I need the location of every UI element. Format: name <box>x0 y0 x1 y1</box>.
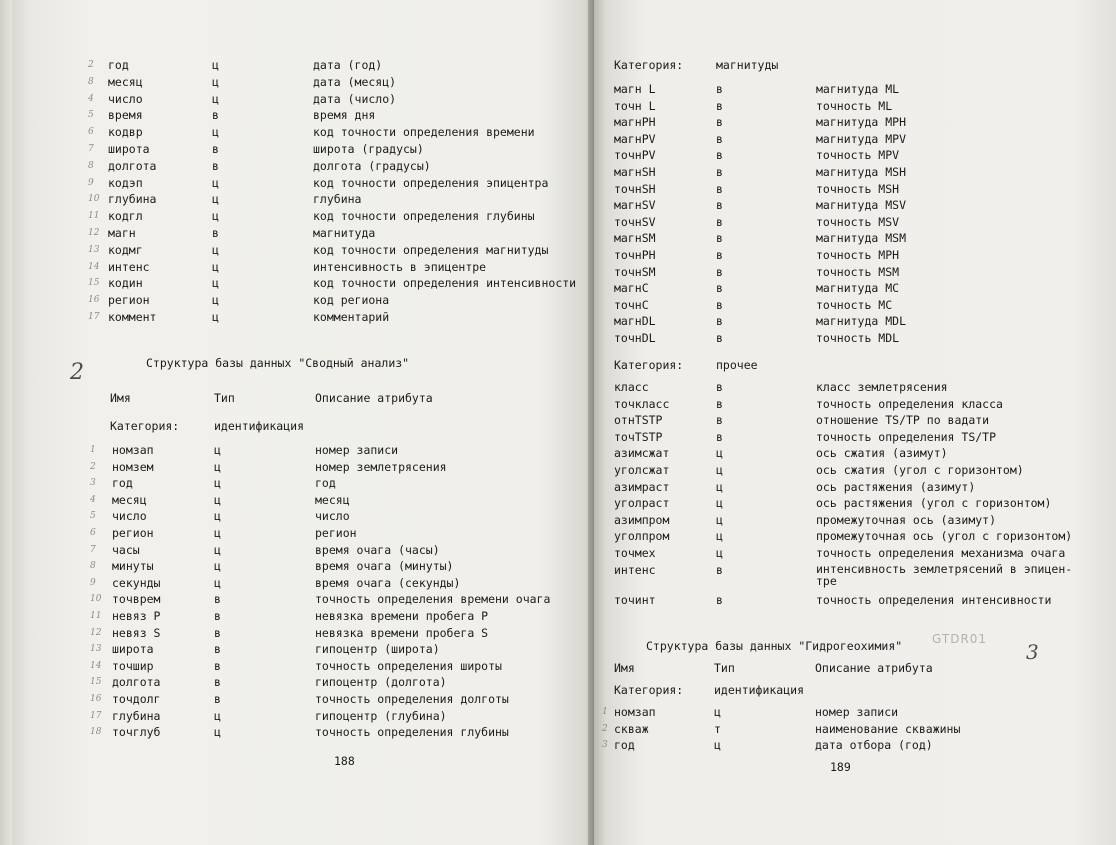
attribute-description: глубина <box>313 192 362 207</box>
attribute-name: магнPH <box>614 115 656 130</box>
handwritten-row-number: 5 <box>90 511 96 522</box>
attribute-name: кодмг <box>108 242 143 257</box>
attribute-description: код точности определения интенсивности <box>313 276 577 291</box>
attribute-type: ц <box>716 496 723 511</box>
attribute-type: в <box>716 98 723 113</box>
attribute-description: широта (градусы) <box>313 142 424 156</box>
attribute-name: точглуб <box>112 725 161 740</box>
attribute-type: в <box>214 609 221 623</box>
attribute-type: в <box>716 562 723 577</box>
attribute-description: промежуточная ось (угол с горизонтом) <box>816 529 1073 544</box>
attribute-description: магнитуда MSM <box>816 231 907 246</box>
attribute-name: точнPH <box>614 248 656 262</box>
attribute-name: уголраст <box>614 496 670 511</box>
attribute-type: в <box>716 165 723 179</box>
attribute-description: ось сжатия (азимут) <box>816 446 948 461</box>
attribute-type: в <box>212 142 219 156</box>
attribute-description: точность MSV <box>816 214 900 229</box>
attribute-name: глубина <box>108 192 157 207</box>
attribute-type: ц <box>214 509 221 524</box>
attribute-type: в <box>716 380 723 394</box>
handwritten-row-number: 3 <box>602 740 608 750</box>
column-header-description: Описание атрибута <box>815 661 933 675</box>
attribute-name: магнSV <box>614 198 656 213</box>
attribute-type: в <box>716 396 723 411</box>
attribute-name: точврем <box>112 592 161 607</box>
attribute-type: в <box>212 226 219 240</box>
attribute-name: номзап <box>614 705 656 719</box>
category-label: Категория: <box>614 358 684 372</box>
attribute-name: год <box>614 738 635 752</box>
attribute-name: точнС <box>614 297 649 312</box>
attribute-type: в <box>716 314 723 329</box>
attribute-description: магнитуда MSH <box>816 165 907 179</box>
handwritten-row-number: 1 <box>602 707 608 717</box>
attribute-type: в <box>716 248 723 262</box>
attribute-name: точнDL <box>614 331 656 345</box>
attribute-description: номер записи <box>815 705 899 719</box>
attribute-description: регион <box>315 526 357 540</box>
attribute-name: кодвр <box>108 125 143 140</box>
attribute-description: номер записи <box>315 443 399 457</box>
attribute-name: точкласс <box>614 396 670 411</box>
attribute-type: ц <box>214 708 221 723</box>
attribute-type: ц <box>212 74 219 89</box>
attribute-type: ц <box>214 526 221 540</box>
column-header-type: Тип <box>714 661 735 675</box>
attribute-description: точность MSM <box>816 264 900 279</box>
attribute-type: в <box>214 592 221 607</box>
handwritten-row-number: 4 <box>88 93 94 104</box>
attribute-type: ц <box>212 259 219 274</box>
attribute-name: глубина <box>112 708 161 723</box>
attribute-name: магн L <box>614 82 656 96</box>
attribute-description: магнитуда MC <box>816 281 900 296</box>
attribute-description: точность MSH <box>816 181 900 196</box>
column-header-name: Имя <box>614 661 635 675</box>
attribute-description: код точности определения времени <box>313 125 535 140</box>
attribute-description: время очага (часы) <box>315 542 440 557</box>
attribute-name: точTSTP <box>614 429 663 444</box>
attribute-description: интенсивность в эпицентре <box>313 259 487 274</box>
attribute-description: код точности определения глубины <box>313 209 535 224</box>
handwritten-row-number: 2 <box>602 723 608 734</box>
attribute-type: ц <box>212 310 219 324</box>
attribute-description: промежуточная ось (азимут) <box>816 512 997 527</box>
attribute-description: точность определения класса <box>816 396 1003 411</box>
attribute-type: ц <box>212 209 219 224</box>
attribute-description: дата (число) <box>313 91 397 106</box>
attribute-description: магнитуда MSV <box>816 198 907 213</box>
attribute-description: время дня <box>313 108 376 123</box>
attribute-description: магнитуда MPH <box>816 115 907 130</box>
handwritten-row-number: 7 <box>88 144 94 154</box>
attribute-description: дата (год) <box>313 58 383 72</box>
attribute-description: комментарий <box>313 310 390 324</box>
attribute-type: в <box>214 642 221 657</box>
attribute-description: ось растяжения (угол с горизонтом) <box>816 496 1052 511</box>
attribute-type: ц <box>214 459 221 474</box>
attribute-type: ц <box>716 512 723 527</box>
attribute-type: в <box>212 158 219 173</box>
handwritten-section-mark: 3 <box>1026 640 1039 664</box>
attribute-description: магнитуда MDL <box>816 314 907 329</box>
category-value: идентификация <box>214 419 305 433</box>
attribute-description: число <box>315 509 350 524</box>
attribute-name: месяц <box>108 74 143 89</box>
attribute-type: ц <box>714 738 721 752</box>
category-value: магнитуды <box>716 58 779 72</box>
handwritten-row-number: 3 <box>90 478 96 489</box>
attribute-type: в <box>716 181 723 196</box>
handwritten-row-number: 13 <box>90 644 102 655</box>
right-page <box>594 0 1116 845</box>
attribute-type: в <box>716 281 723 296</box>
attribute-description: ось растяжения (азимут) <box>816 479 976 494</box>
attribute-description: магнитуда ML <box>816 82 900 96</box>
category-label: Категория: <box>614 683 684 697</box>
handwritten-row-number: 17 <box>88 312 100 322</box>
attribute-type: в <box>716 214 723 229</box>
attribute-type: в <box>716 115 723 130</box>
attribute-description: интенсивность землетрясений в эпицен-тре <box>816 561 1073 588</box>
attribute-name: магнSH <box>614 165 656 179</box>
attribute-type: ц <box>214 575 221 590</box>
attribute-description: точность MPV <box>816 148 900 163</box>
attribute-type: ц <box>214 542 221 557</box>
attribute-type: ц <box>716 479 723 494</box>
category-label: Категория: <box>614 58 684 72</box>
attribute-description: точность определения широты <box>315 658 502 673</box>
attribute-name: уголпром <box>614 529 670 544</box>
attribute-name: азимраст <box>614 479 670 494</box>
handwritten-row-number: 8 <box>88 160 94 171</box>
attribute-name: регион <box>112 526 154 540</box>
attribute-description: магнитуда MPV <box>816 131 907 146</box>
handwritten-row-number: 10 <box>90 594 102 605</box>
attribute-name: номзем <box>112 459 154 474</box>
attribute-name: регион <box>108 293 150 308</box>
attribute-name: класс <box>614 380 649 394</box>
handwritten-row-number: 11 <box>88 211 100 222</box>
attribute-type: в <box>716 131 723 146</box>
attribute-name: азимпром <box>614 512 670 527</box>
attribute-description: точность MPH <box>816 248 900 262</box>
attribute-type: ц <box>214 443 221 457</box>
attribute-name: число <box>112 509 147 524</box>
attribute-name: широта <box>108 142 150 156</box>
attribute-type: в <box>716 331 723 345</box>
page-edge <box>0 0 12 845</box>
attribute-name: азимсжат <box>614 446 670 461</box>
attribute-type: ц <box>214 559 221 574</box>
attribute-description: невязка времени пробега P <box>315 609 489 623</box>
attribute-name: минуты <box>112 559 154 574</box>
attribute-type: ц <box>214 725 221 740</box>
handwritten-row-number: 15 <box>88 278 100 289</box>
attribute-description: ось сжатия (угол с горизонтом) <box>816 463 1024 477</box>
attribute-name: кодин <box>108 276 143 291</box>
attribute-description: точность MDL <box>816 331 900 345</box>
column-header-type: Тип <box>214 391 235 405</box>
attribute-description: код точности определения эпицентра <box>313 175 549 190</box>
attribute-name: точдолг <box>112 692 161 706</box>
page-number: 188 <box>334 754 355 768</box>
handwritten-row-number: 2 <box>88 60 94 70</box>
attribute-name: точнSM <box>614 264 656 279</box>
handwritten-row-number: 16 <box>88 295 100 306</box>
attribute-name: магн <box>108 226 136 240</box>
attribute-description: время очага (секунды) <box>315 575 461 590</box>
column-header-name: Имя <box>110 391 131 405</box>
handwritten-row-number: 12 <box>90 627 102 638</box>
handwritten-row-number: 16 <box>90 694 102 704</box>
attribute-description: код региона <box>313 293 390 308</box>
attribute-description: точность ML <box>816 98 893 113</box>
attribute-type: в <box>214 675 221 690</box>
attribute-name: точинт <box>614 592 656 607</box>
attribute-type: в <box>716 264 723 279</box>
handwritten-row-number: 18 <box>90 727 102 738</box>
category-value: идентификация <box>714 683 805 697</box>
handwritten-row-number: 10 <box>88 194 100 205</box>
attribute-type: ц <box>212 175 219 190</box>
attribute-name: число <box>108 91 143 106</box>
attribute-description: год <box>315 476 336 491</box>
attribute-type: ц <box>212 91 219 106</box>
handwritten-row-number: 8 <box>88 76 94 87</box>
attribute-name: интенс <box>614 562 656 577</box>
attribute-name: магнPV <box>614 131 656 146</box>
page-number: 189 <box>830 760 851 774</box>
attribute-type: в <box>212 108 219 123</box>
attribute-type: в <box>214 625 221 640</box>
attribute-type: в <box>716 429 723 444</box>
attribute-type: ц <box>716 463 723 477</box>
faint-stamp: GTDR01 <box>932 632 988 646</box>
attribute-name: невяз P <box>112 609 161 623</box>
attribute-description: точность определения глубины <box>315 725 509 740</box>
attribute-type: в <box>716 148 723 163</box>
attribute-name: интенс <box>108 259 150 274</box>
attribute-type: в <box>716 198 723 213</box>
attribute-name: широта <box>112 642 154 657</box>
attribute-name: часы <box>112 542 140 557</box>
attribute-description: дата отбора (год) <box>815 738 933 752</box>
attribute-type: в <box>716 592 723 607</box>
handwritten-row-number: 6 <box>90 528 96 538</box>
handwritten-row-number: 1 <box>90 445 96 455</box>
attribute-description: время очага (минуты) <box>315 559 454 574</box>
attribute-type: в <box>716 413 723 428</box>
attribute-description: точность определения механизма очага <box>816 546 1066 560</box>
handwritten-row-number: 12 <box>88 228 100 238</box>
attribute-description: гипоцентр (широта) <box>315 642 440 657</box>
attribute-type: ц <box>212 58 219 72</box>
handwritten-row-number: 8 <box>90 561 96 572</box>
attribute-description: точность MC <box>816 297 893 312</box>
attribute-type: т <box>714 721 721 736</box>
handwritten-row-number: 11 <box>90 611 102 621</box>
attribute-description: точность определения TS/TP <box>816 429 997 444</box>
attribute-name: долгота <box>108 158 157 173</box>
handwritten-row-number: 9 <box>90 577 96 588</box>
attribute-type: ц <box>716 446 723 461</box>
attribute-type: ц <box>716 529 723 544</box>
attribute-name: уголсжат <box>614 463 670 477</box>
handwritten-section-mark: 2 <box>70 360 84 385</box>
section-title: Структура базы данных "Гидрогеохимия" <box>646 639 903 653</box>
column-header-description: Описание атрибута <box>315 391 433 405</box>
attribute-description: класс землетрясения <box>816 380 948 394</box>
attribute-name: номзап <box>112 443 154 457</box>
attribute-name: коммент <box>108 310 157 324</box>
attribute-type: в <box>214 692 221 706</box>
handwritten-row-number: 14 <box>88 261 100 272</box>
attribute-type: ц <box>212 276 219 291</box>
handwritten-row-number: 15 <box>90 677 102 688</box>
handwritten-row-number: 4 <box>90 494 96 505</box>
attribute-name: месяц <box>112 492 147 507</box>
attribute-description: невязка времени пробега S <box>315 625 489 640</box>
category-label: Категория: <box>110 419 180 433</box>
attribute-description: точность определения времени очага <box>315 592 551 607</box>
attribute-name: секунды <box>112 575 161 590</box>
attribute-name: точшир <box>112 658 154 673</box>
handwritten-row-number: 6 <box>88 127 94 138</box>
attribute-description: дата (месяц) <box>313 74 397 89</box>
attribute-description: долгота (градусы) <box>313 158 431 173</box>
attribute-name: год <box>112 476 133 491</box>
attribute-type: ц <box>212 192 219 207</box>
handwritten-row-number: 2 <box>90 461 96 472</box>
attribute-name: долгота <box>112 675 161 690</box>
attribute-name: невяз S <box>112 625 161 640</box>
attribute-name: кодэп <box>108 175 143 190</box>
attribute-name: скваж <box>614 721 649 736</box>
attribute-name: отнTSTP <box>614 413 663 428</box>
attribute-description: точность определения долготы <box>315 692 509 706</box>
attribute-name: точнPV <box>614 148 656 163</box>
attribute-type: ц <box>214 476 221 491</box>
attribute-type: в <box>716 297 723 312</box>
attribute-type: ц <box>716 546 723 560</box>
attribute-name: точнSV <box>614 214 656 229</box>
section-title: Структура базы данных "Сводный анализ" <box>146 356 410 370</box>
attribute-description: наименование скважины <box>815 721 961 736</box>
attribute-name: кодгл <box>108 209 143 224</box>
attribute-name: магнSM <box>614 231 656 246</box>
attribute-description: магнитуда <box>313 226 376 240</box>
attribute-description: гипоцентр (глубина) <box>315 708 447 723</box>
attribute-description: гипоцентр (долгота) <box>315 675 447 690</box>
handwritten-row-number: 7 <box>90 544 96 555</box>
attribute-name: точмех <box>614 546 656 560</box>
attribute-type: ц <box>714 705 721 719</box>
handwritten-row-number: 5 <box>88 110 94 121</box>
attribute-name: магнDL <box>614 314 656 329</box>
attribute-type: ц <box>214 492 221 507</box>
attribute-type: в <box>716 231 723 246</box>
attribute-type: ц <box>212 242 219 257</box>
attribute-name: год <box>108 58 129 72</box>
handwritten-row-number: 17 <box>90 710 102 721</box>
attribute-description: месяц <box>315 492 350 507</box>
handwritten-row-number: 14 <box>90 660 102 671</box>
attribute-type: в <box>214 658 221 673</box>
attribute-name: точнSH <box>614 181 656 196</box>
attribute-name: время <box>108 108 143 123</box>
attribute-description: код точности определения магнитуды <box>313 242 549 257</box>
handwritten-row-number: 13 <box>88 244 100 255</box>
attribute-description: номер землетрясения <box>315 459 447 474</box>
attribute-type: в <box>716 82 723 96</box>
attribute-name: магнС <box>614 281 649 296</box>
attribute-type: ц <box>212 125 219 140</box>
attribute-type: ц <box>212 293 219 308</box>
attribute-description: отношение TS/TP по вадати <box>816 413 990 428</box>
handwritten-row-number: 9 <box>88 177 94 188</box>
attribute-description: точность определения интенсивности <box>816 592 1052 607</box>
attribute-name: точн L <box>614 98 656 113</box>
category-value: прочее <box>716 358 758 372</box>
